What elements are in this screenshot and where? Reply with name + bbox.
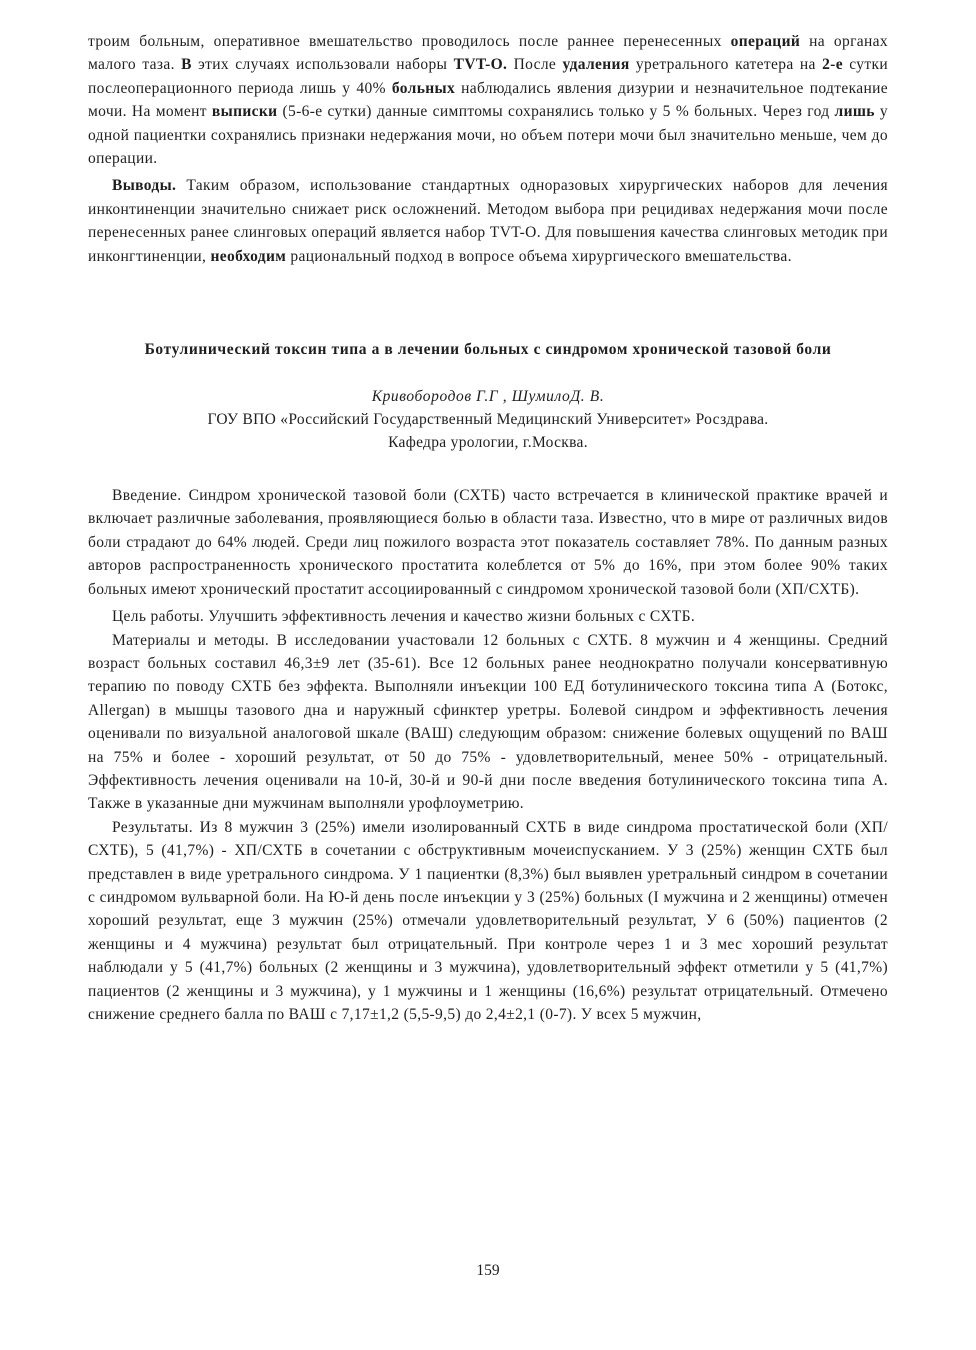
text-run: этих случаях использовали наборы — [191, 56, 454, 74]
introduction-paragraph: Введение. Синдром хронической тазовой боли (СХТБ) часто встречается в клинической практике врачей и включает различные заболевания, проявляющиеся болью в области таза. Известно, что в мире от различных видов боли страдают до 64% людей. Среди лиц пожилого возраста этот показатель составляет 78%. По данным разных авторов распространенность хронического простатита колеблется от 5% до 16%, при этом более 90% таких больных имеют хронический простатит ассоциированный с синдромом хронической тазовой боли (ХП/СХТБ). — [88, 487, 888, 598]
text-run: у одной пациентки сохранялись признаки недержания мочи, но объем потери мочи был значительно меньше, чем до операции. — [88, 103, 888, 168]
conclusions-paragraph — [88, 174, 888, 268]
affiliation-line-1: ГОУ ВПО «Российский Государственный Медицинский Университет» Росздрава. — [207, 411, 769, 429]
text-run: После — [507, 56, 563, 74]
text-run: (5-6-е сутки) данные симптомы сохранялись только у 5 % больных. Через год — [277, 103, 835, 121]
affiliation-line-2: Кафедра урологии, г.Москва. — [388, 434, 588, 452]
methods-paragraph: Материалы и методы. В исследовании участовали 12 больных с СХТБ. 8 мужчин и 4 женщины. Средний возраст больных составил 46,3±9 лет (35-61). Все 12 больных ранее неоднократно получали консервативную терапию по поводу СХТБ без эффекта. Выполняли инъекции 100 ЕД ботулинического токсина типа А (Ботокс, Allergan) в мышцы тазового дна и наружный сфинктер уретры. Болевой синдром и эффективность лечения оценивали по визуальной аналоговой шкале (ВАШ) следующим образом: снижение болевых ощущений по ВАШ на 75% и более - хороший результат, от 50 до 75% - удовлетворительный, менее 50% - отрицательный. Эффективность лечения оценивали на 10-й, 30-й и 90-й дни после введения ботулинического токсина типа А. Также в указанные дни мужчинам выполняли урофлоуметрию. — [88, 631, 888, 813]
bold-run: В — [181, 56, 192, 74]
bold-run: необходим — [210, 247, 287, 265]
text-run: троим больным, оперативное вмешательство проводилось после раннее перенесенных — [88, 33, 731, 50]
bold-run: 2-е — [822, 56, 843, 74]
bold-run: удаления — [562, 56, 630, 74]
article-authors: Кривобородов Г.Г , ШумилоД. В. — [371, 388, 605, 406]
bold-run: выписки — [211, 103, 278, 121]
text-run: Таким образом, использование стандартных одноразовых хирургических наборов для лечения инконтиненции значительно снижает риск осложнений. Методом выбора при рецидивах недержания мочи после перенесенных ранее слинговых операций является набор TVT-O. Для повышения качества слинговых методик при инконгтиненции, — [88, 177, 888, 265]
continued-paragraph — [88, 30, 888, 170]
bold-run: TVT-O. — [453, 56, 508, 74]
document-page — [88, 30, 888, 1026]
text-run: уретрального катетера на — [629, 56, 823, 74]
results-paragraph: Результаты. Из 8 мужчин 3 (25%) имели изолированный СХТБ в виде синдрома простатической боли (ХП/СХТБ), 5 (41,7%) - ХП/СХТБ в сочетании с обструктивным мочеиспусканием. У 3 (25%) женщин СХТБ был представлен в виде уретрального синдрома. У 1 пациентки (8,3%) был выявлен уретральный синдром в сочетании с синдромом вульварной боли. На Ю-й день после инъекции у 3 (25%) больных (I мужчина и 2 женщины) отмечен хороший результат, еще 3 мужчин (25%) отмечали удовлетворительный результат, У 6 (50%) пациентов (2 женщины и 4 мужчина) результат был отрицательный. При контроле через 1 и 3 мес хороший результат наблюдали у 5 (41,7%) больных (2 женщины и 3 мужчина), удовлетворительный эффект отметили у 5 (41,7%) пациентов (2 женщины и 3 мужчина), у 1 мужчины и 1 женщины (16,6%) результат отрицательный. Отмечено снижение среднего балла по ВАШ с 7,17±1,2 (5,5-9,5) до 2,4±2,1 (0-7). У всех 5 мужчин, — [88, 818, 888, 1023]
bold-run: лишь — [834, 103, 875, 121]
article-title: Ботулинический токсин типа а в лечении больных с синдромом хронической тазовой боли — [144, 341, 832, 359]
bold-run: операций — [730, 33, 801, 50]
bold-run: больных — [391, 79, 456, 97]
text-run: наблюдались явления дизурии и незначительное подтекание мочи. На момент — [88, 79, 889, 121]
text-run: на органах малого таза. — [88, 33, 888, 74]
goal-paragraph: Цель работы. Улучшить эффективность лечения и качество жизни больных с СХТБ. — [112, 608, 696, 626]
page-number: 159 — [476, 1262, 500, 1279]
text-run: сутки послеоперационного периода лишь у 40% — [88, 56, 889, 97]
text-run: рациональный подход в вопросе объема хирургического вмешательства. — [286, 247, 792, 265]
bold-run: Выводы. — [112, 177, 177, 195]
